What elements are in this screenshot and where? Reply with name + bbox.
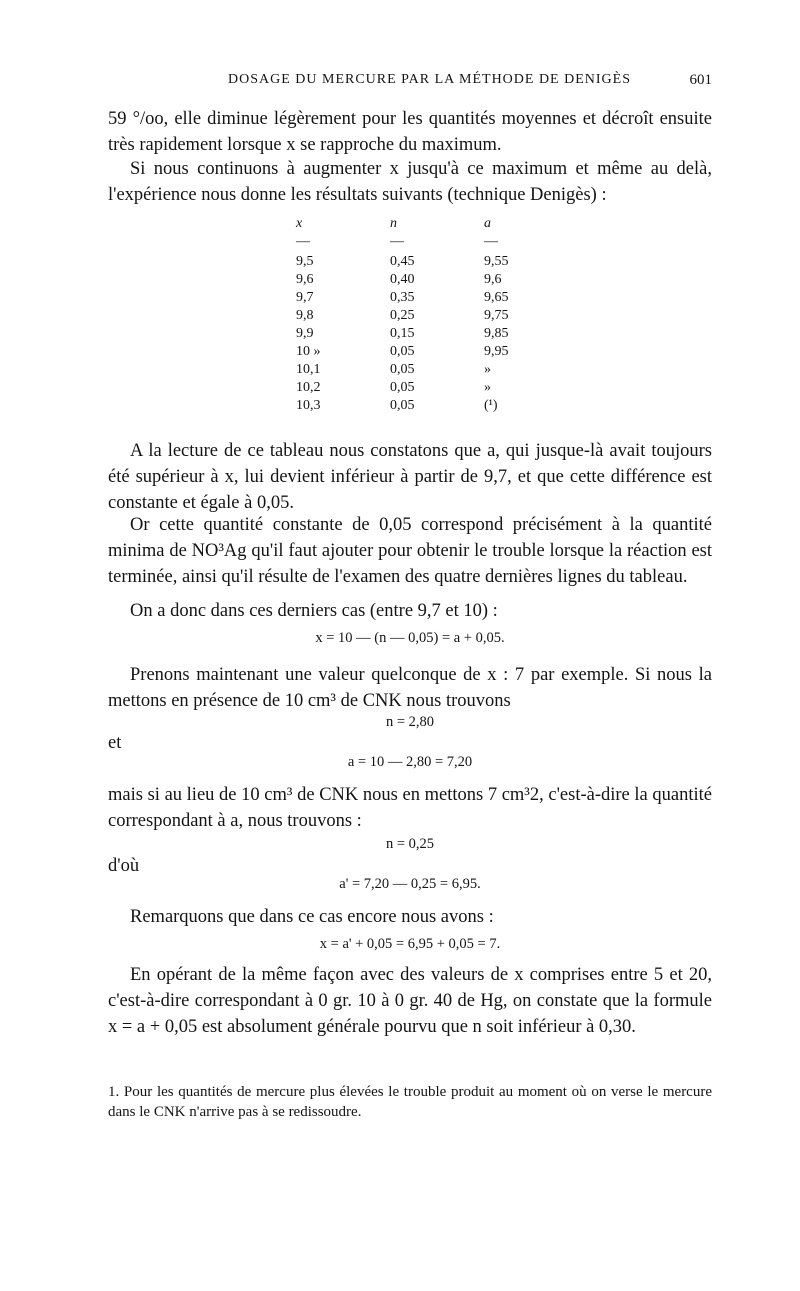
paragraph-3: A la lecture de ce tableau nous constatons que a, qui jusque-là avait toujours été supérieur à x, lui devient inférieur à partir de 9,7, et que cette différence est constante et égale à 0,05. bbox=[108, 441, 712, 513]
table-cell: 10,2 bbox=[296, 380, 321, 395]
table-cell: 0,05 bbox=[390, 380, 415, 395]
table-row bbox=[290, 308, 550, 326]
table-rule: — bbox=[390, 234, 404, 249]
table-cell: 0,35 bbox=[390, 290, 415, 305]
equation-6: x = a' + 0,05 = 6,95 + 0,05 = 7. bbox=[319, 936, 501, 952]
table-cell: 0,05 bbox=[390, 344, 415, 359]
equation-5: a' = 7,20 — 0,25 = 6,95. bbox=[339, 876, 481, 892]
table-cell: 0,40 bbox=[390, 272, 415, 287]
table-cell: 9,85 bbox=[484, 326, 509, 341]
table-header-x: x bbox=[296, 216, 303, 231]
page-header bbox=[108, 72, 712, 96]
table-cell: 0,15 bbox=[390, 326, 415, 341]
table-row bbox=[290, 398, 550, 416]
table-cell: 9,5 bbox=[296, 254, 314, 269]
table-cell: » bbox=[484, 362, 491, 377]
table-rule: — bbox=[484, 234, 498, 249]
table-header-a: a bbox=[484, 216, 491, 231]
paragraph-6: Prenons maintenant une valeur quelconque de x : 7 par exemple. Si nous la mettons en présence de 10 cm³ de CNK nous trouvons bbox=[108, 665, 712, 711]
table-cell: 9,75 bbox=[484, 308, 509, 323]
table-cell: (¹) bbox=[484, 398, 498, 413]
table-cell: 0,45 bbox=[390, 254, 415, 269]
label-et: et bbox=[108, 733, 122, 753]
table-cell: » bbox=[484, 380, 491, 395]
table-cell: 9,7 bbox=[296, 290, 314, 305]
table-cell: 9,8 bbox=[296, 308, 314, 323]
table-row bbox=[290, 380, 550, 398]
table-cell: 10,1 bbox=[296, 362, 321, 377]
table-row bbox=[290, 254, 550, 272]
table-cell: 9,65 bbox=[484, 290, 509, 305]
equation-1: x = 10 — (n — 0,05) = a + 0,05. bbox=[315, 630, 505, 646]
paragraph-4: Or cette quantité constante de 0,05 correspond précisément à la quantité minima de NO³Ag qu'il faut ajouter pour obtenir le trouble lorsque la réaction est terminée, ainsi qu'il résulte de l'examen des quatre dernières lignes du tableau. bbox=[108, 515, 712, 587]
table-cell: 10,3 bbox=[296, 398, 321, 413]
table-header-row bbox=[290, 216, 550, 234]
table-row bbox=[290, 344, 550, 362]
page-number: 601 bbox=[689, 72, 712, 88]
table-cell: 0,25 bbox=[390, 308, 415, 323]
paragraph-7: mais si au lieu de 10 cm³ de CNK nous en mettons 7 cm³2, c'est-à-dire la quantité correspondant à a, nous trouvons : bbox=[108, 785, 712, 831]
table-cell: 9,6 bbox=[296, 272, 314, 287]
paragraph-5: On a donc dans ces derniers cas (entre 9,7 et 10) : bbox=[130, 601, 498, 621]
table-rule: — bbox=[296, 234, 310, 249]
equation-3: a = 10 — 2,80 = 7,20 bbox=[347, 754, 473, 770]
table-cell: 9,95 bbox=[484, 344, 509, 359]
table-cell: 9,55 bbox=[484, 254, 509, 269]
table-row bbox=[290, 362, 550, 380]
table-cell: 10 » bbox=[296, 344, 321, 359]
table-cell: 0,05 bbox=[390, 362, 415, 377]
table-header-n: n bbox=[390, 216, 397, 231]
paragraph-1: 59 °/oo, elle diminue légèrement pour les quantités moyennes et décroît ensuite très rapidement lorsque x se rapproche du maximum. bbox=[108, 109, 712, 155]
table-row bbox=[290, 326, 550, 344]
table-cell: 9,9 bbox=[296, 326, 314, 341]
table-row bbox=[290, 290, 550, 308]
running-title: DOSAGE DU MERCURE PAR LA MÉTHODE DE DENIGÈS bbox=[228, 72, 631, 87]
table-cell: 9,6 bbox=[484, 272, 502, 287]
table-row bbox=[290, 272, 550, 290]
paragraph-2: Si nous continuons à augmenter x jusqu'à ce maximum et même au delà, l'expérience nous donne les résultats suivants (technique Denigès) : bbox=[108, 159, 712, 205]
paragraph-8: Remarquons que dans ce cas encore nous avons : bbox=[130, 907, 494, 927]
label-dou: d'où bbox=[108, 856, 140, 876]
table-cell: 0,05 bbox=[390, 398, 415, 413]
equation-2: n = 2,80 bbox=[385, 714, 435, 730]
equation-4: n = 0,25 bbox=[385, 836, 435, 852]
footnote: 1. Pour les quantités de mercure plus élevées le trouble produit au moment où on verse le mercure dans le CNK n'arrive pas à se redissoudre. bbox=[108, 1084, 712, 1120]
table-rule-row bbox=[290, 234, 550, 252]
paragraph-9: En opérant de la même façon avec des valeurs de x comprises entre 5 et 20, c'est-à-dire correspondant à 0 gr. 10 à 0 gr. 40 de Hg, on constate que la formule x = a + 0,05 est absolument générale pourvu que n soit inférieur à 0,30. bbox=[108, 965, 712, 1037]
